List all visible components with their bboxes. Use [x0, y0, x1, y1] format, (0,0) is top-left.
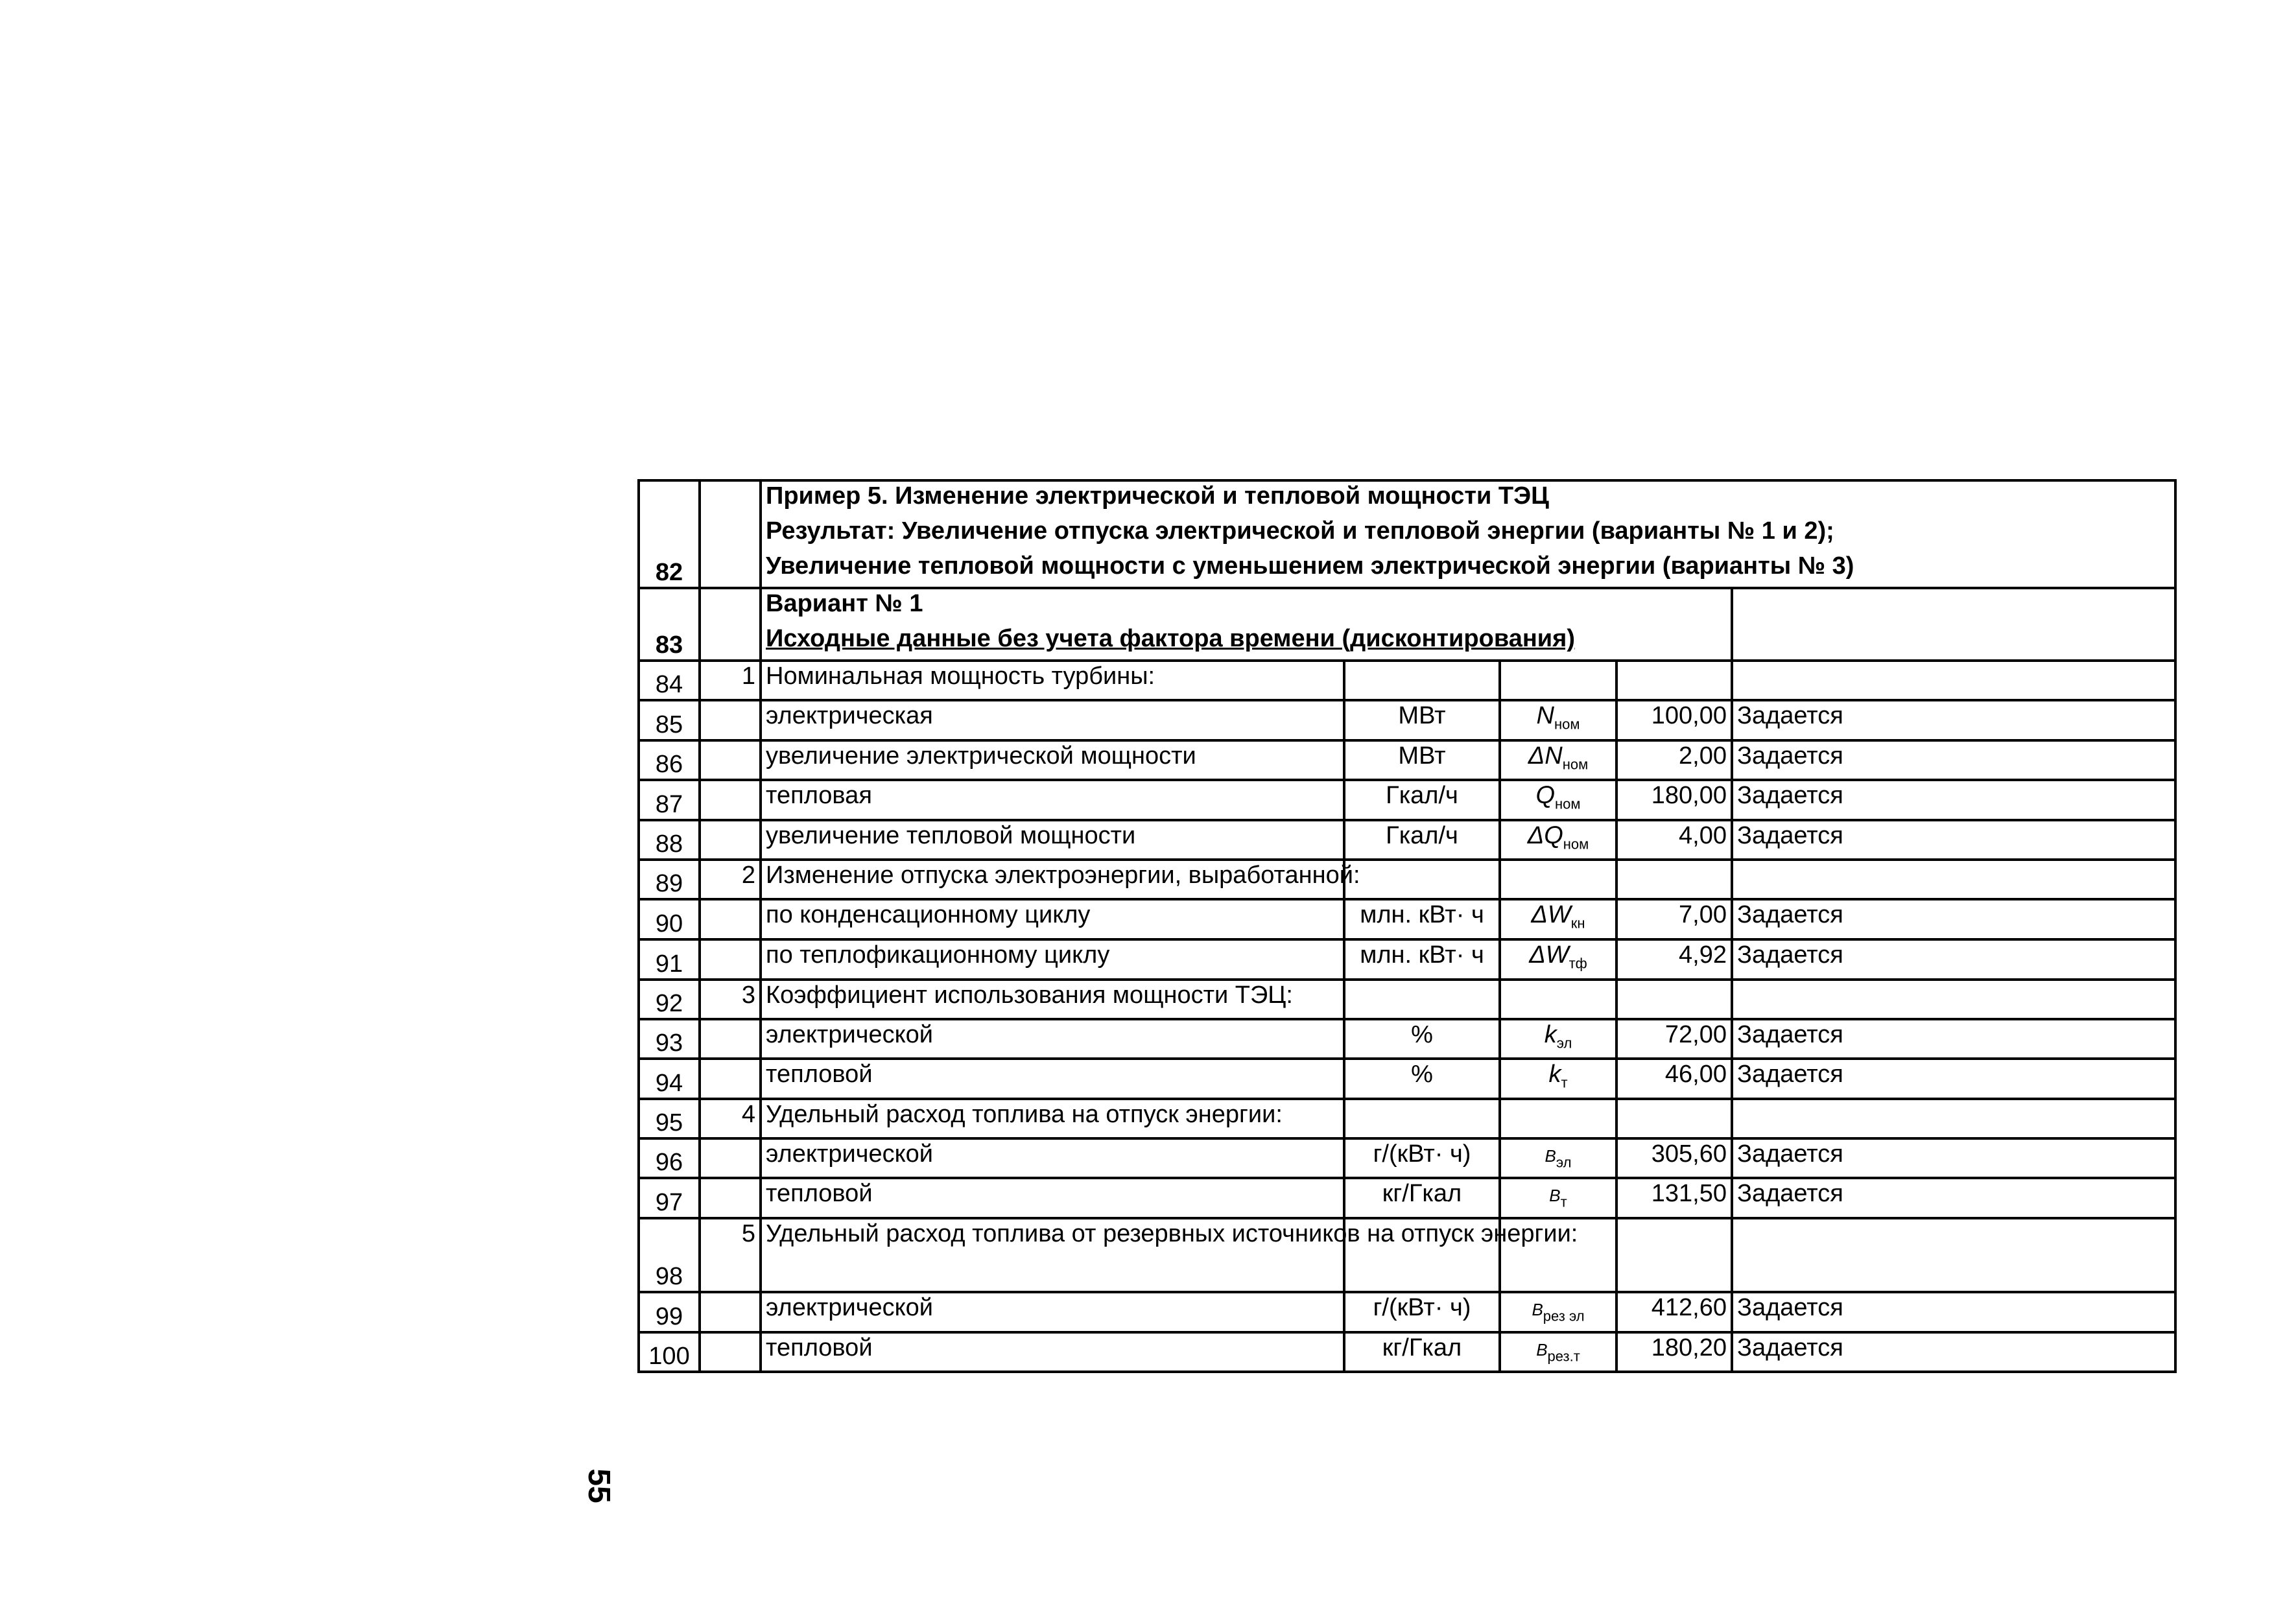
note-cell — [1732, 1099, 2175, 1138]
note-cell: Задается — [1732, 1019, 2175, 1059]
value-cell: 2,00 — [1616, 740, 1732, 781]
note-cell: Задается — [1732, 780, 2175, 820]
symbol-cell — [1500, 700, 1616, 740]
symbol-subscript: ном — [1554, 716, 1580, 733]
item-index — [700, 1178, 761, 1218]
symbol-cell — [1500, 1019, 1616, 1059]
row-number: 85 — [639, 700, 700, 740]
symbol-main: B — [1545, 1146, 1556, 1166]
table-row — [639, 1178, 2175, 1218]
row-number: 83 — [639, 588, 700, 661]
unit-cell: г/(кВт· ч) — [1344, 1292, 1500, 1332]
symbol-cell — [1500, 820, 1616, 860]
table-row — [639, 1138, 2175, 1179]
item-index: 4 — [700, 1099, 761, 1138]
row-label: Коэффициент использования мощности ТЭЦ: — [761, 980, 1344, 1019]
symbol-cell — [1500, 899, 1616, 939]
unit-cell: % — [1344, 1059, 1500, 1099]
table-row — [639, 1332, 2175, 1372]
value-cell: 100,00 — [1616, 700, 1732, 740]
symbol-main: ΔW — [1531, 901, 1571, 929]
symbol-main: B — [1549, 1186, 1561, 1206]
row-number: 100 — [639, 1332, 700, 1372]
note-cell — [1732, 860, 2175, 899]
symbol-cell — [1500, 740, 1616, 781]
symbol-subscript: кн — [1570, 915, 1585, 932]
symbol-main: k — [1548, 1061, 1561, 1089]
note-cell: Задается — [1732, 740, 2175, 781]
row-number: 97 — [639, 1178, 700, 1218]
table-row — [639, 588, 2175, 661]
value-cell — [1616, 1218, 1732, 1292]
row-label: электрической — [761, 1019, 1344, 1059]
row-number: 90 — [639, 899, 700, 939]
item-index — [700, 1332, 761, 1372]
row-label: Удельный расход топлива от резервных источников на отпуск энергии: — [761, 1218, 1344, 1292]
item-index — [700, 820, 761, 860]
value-cell — [1616, 980, 1732, 1019]
symbol-subscript: ном — [1562, 756, 1589, 773]
symbol-cell — [1500, 1138, 1616, 1179]
note-cell: Задается — [1732, 820, 2175, 860]
symbol-subscript: т — [1561, 1074, 1568, 1091]
table-row — [639, 661, 2175, 700]
row-label: Удельный расход топлива на отпуск энергии: — [761, 1099, 1344, 1138]
unit-cell: Гкал/ч — [1344, 780, 1500, 820]
item-index: 5 — [700, 1218, 761, 1292]
unit-cell — [1344, 661, 1500, 700]
row-label: электрическая — [761, 700, 1344, 740]
empty-cell — [1732, 588, 2175, 661]
symbol-cell — [1500, 1178, 1616, 1218]
value-cell: 305,60 — [1616, 1138, 1732, 1179]
unit-cell: МВт — [1344, 740, 1500, 781]
note-cell: Задается — [1732, 899, 2175, 939]
table-row — [639, 780, 2175, 820]
unit-cell: МВт — [1344, 700, 1500, 740]
value-cell: 180,00 — [1616, 780, 1732, 820]
item-index — [700, 1019, 761, 1059]
example-result: Результат: Увеличение отпуска электрической и тепловой энергии (варианты № 1 и 2); — [766, 517, 1834, 545]
symbol-cell — [1500, 780, 1616, 820]
row-number: 98 — [639, 1218, 700, 1292]
row-number: 96 — [639, 1138, 700, 1179]
table-row — [639, 860, 2175, 899]
item-index — [700, 1059, 761, 1099]
value-cell: 46,00 — [1616, 1059, 1732, 1099]
symbol-cell — [1500, 1332, 1616, 1372]
table-row — [639, 1059, 2175, 1099]
item-index — [700, 1138, 761, 1179]
row-label: по конденсационному циклу — [761, 899, 1344, 939]
symbol-cell — [1500, 1099, 1616, 1138]
note-cell: Задается — [1732, 1292, 2175, 1332]
symbol-main: Q — [1535, 782, 1556, 810]
item-index — [700, 1292, 761, 1332]
row-number: 92 — [639, 980, 700, 1019]
symbol-main: B — [1532, 1299, 1543, 1319]
value-cell: 180,20 — [1616, 1332, 1732, 1372]
symbol-cell — [1500, 980, 1616, 1019]
table-row — [639, 700, 2175, 740]
symbol-subscript: ном — [1555, 795, 1581, 812]
item-index — [700, 780, 761, 820]
note-cell: Задается — [1732, 700, 2175, 740]
value-cell: 72,00 — [1616, 1019, 1732, 1059]
symbol-cell — [1500, 1059, 1616, 1099]
row-number: 82 — [639, 480, 700, 588]
unit-cell — [1344, 980, 1500, 1019]
table-row — [639, 899, 2175, 939]
unit-cell: кг/Гкал — [1344, 1332, 1500, 1372]
value-cell: 7,00 — [1616, 899, 1732, 939]
value-cell: 4,92 — [1616, 939, 1732, 980]
table-row — [639, 740, 2175, 781]
symbol-cell — [1500, 1292, 1616, 1332]
item-index: 3 — [700, 980, 761, 1019]
symbol-subscript: эл — [1556, 1154, 1572, 1171]
row-label: тепловая — [761, 780, 1344, 820]
symbol-cell — [1500, 661, 1616, 700]
item-index — [700, 899, 761, 939]
symbol-cell — [1500, 939, 1616, 980]
unit-cell: млн. кВт· ч — [1344, 939, 1500, 980]
symbol-subscript: т — [1560, 1194, 1567, 1210]
symbol-subscript: ном — [1563, 836, 1589, 853]
row-label: тепловой — [761, 1178, 1344, 1218]
row-label: электрической — [761, 1138, 1344, 1179]
value-cell: 412,60 — [1616, 1292, 1732, 1332]
item-index: 2 — [700, 860, 761, 899]
symbol-cell — [1500, 860, 1616, 899]
row-number: 88 — [639, 820, 700, 860]
item-index: 1 — [700, 661, 761, 700]
note-cell: Задается — [1732, 1178, 2175, 1218]
variant-subtitle: Исходные данные без учета фактора времени (дисконтирования) — [766, 625, 1575, 652]
row-label: увеличение электрической мощности — [761, 740, 1344, 781]
note-cell: Задается — [1732, 1059, 2175, 1099]
symbol-subscript: рез эл — [1543, 1308, 1585, 1324]
row-number: 91 — [639, 939, 700, 980]
row-number: 86 — [639, 740, 700, 781]
table-row — [639, 1019, 2175, 1059]
symbol-subscript: эл — [1556, 1035, 1572, 1052]
variant-title: Вариант № 1 — [766, 590, 923, 617]
table-row — [639, 1218, 2175, 1292]
table-row — [639, 1292, 2175, 1332]
item-index — [700, 480, 761, 588]
row-label: по теплофикационному циклу — [761, 939, 1344, 980]
value-cell — [1616, 860, 1732, 899]
row-label: тепловой — [761, 1059, 1344, 1099]
row-number: 84 — [639, 661, 700, 700]
symbol-subscript: рез.т — [1547, 1348, 1580, 1365]
note-cell — [1732, 980, 2175, 1019]
note-cell — [1732, 661, 2175, 700]
table-row — [639, 980, 2175, 1019]
symbol-subscript: тф — [1569, 955, 1587, 972]
unit-cell — [1344, 1099, 1500, 1138]
item-index — [700, 700, 761, 740]
value-cell — [1616, 661, 1732, 700]
table-row — [639, 820, 2175, 860]
row-number: 87 — [639, 780, 700, 820]
unit-cell: Гкал/ч — [1344, 820, 1500, 860]
example-header — [761, 480, 2175, 588]
symbol-main: B — [1536, 1339, 1548, 1359]
symbol-main: ΔQ — [1527, 821, 1563, 849]
example-result-variant3: Увеличение тепловой мощности с уменьшением электрической энергии (варианты № 3) — [766, 552, 1854, 580]
row-number: 95 — [639, 1099, 700, 1138]
row-number: 93 — [639, 1019, 700, 1059]
unit-cell: млн. кВт· ч — [1344, 899, 1500, 939]
row-number: 94 — [639, 1059, 700, 1099]
symbol-main: ΔW — [1529, 941, 1569, 969]
table-row — [639, 480, 2175, 588]
note-cell: Задается — [1732, 1332, 2175, 1372]
row-label: тепловой — [761, 1332, 1344, 1372]
page-number: 55 — [582, 1468, 616, 1503]
unit-cell — [1344, 860, 1500, 899]
note-cell — [1732, 1218, 2175, 1292]
row-number: 89 — [639, 860, 700, 899]
row-label: Изменение отпуска электроэнергии, выработанной: — [761, 860, 1344, 899]
row-label: электрической — [761, 1292, 1344, 1332]
item-index — [700, 939, 761, 980]
item-index — [700, 740, 761, 781]
value-cell: 131,50 — [1616, 1178, 1732, 1218]
symbol-main: N — [1536, 702, 1554, 729]
value-cell: 4,00 — [1616, 820, 1732, 860]
note-cell: Задается — [1732, 1138, 2175, 1179]
row-label: увеличение тепловой мощности — [761, 820, 1344, 860]
item-index — [700, 588, 761, 661]
value-cell — [1616, 1099, 1732, 1138]
symbol-main: ΔN — [1528, 742, 1563, 770]
unit-cell: г/(кВт· ч) — [1344, 1138, 1500, 1179]
table-row — [639, 1099, 2175, 1138]
variant-header — [761, 588, 1732, 661]
example-title: Пример 5. Изменение электрической и тепловой мощности ТЭЦ — [766, 482, 1549, 510]
note-cell: Задается — [1732, 939, 2175, 980]
table-row — [639, 939, 2175, 980]
unit-cell: % — [1344, 1019, 1500, 1059]
row-label: Номинальная мощность турбины: — [761, 661, 1344, 700]
symbol-main: k — [1544, 1020, 1557, 1048]
unit-cell: кг/Гкал — [1344, 1178, 1500, 1218]
data-table — [637, 479, 2177, 1373]
row-number: 99 — [639, 1292, 700, 1332]
